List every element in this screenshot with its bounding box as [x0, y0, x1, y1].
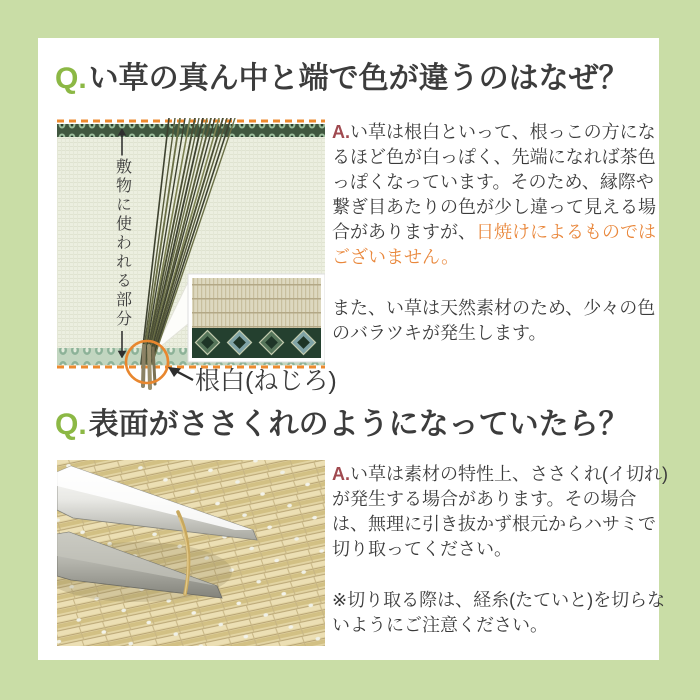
nejiro-label: 根白(ねじろ) [195, 367, 337, 395]
nejiro-pointer-arrow [168, 367, 193, 380]
answer1-paragraph1 [332, 120, 668, 270]
answer1-main-text: い草は根白といって、根っこの方になるほど色が白っぽく、先端になれば茶色っぽくなっています。そのため、縁際や繋ぎ目あたりの色が少し違って見える場合がありますが、 [332, 122, 656, 242]
question1-text: い草の真ん中と端で色が違うのはなぜ？ [88, 62, 629, 95]
answer2-main-text: い草は素材の特性上、ささくれ(イ切れ)が発生する場合があります。その場合は、無理に引き抜かず根元からハサミで切り取ってください。 [332, 464, 668, 559]
question2-heading [55, 402, 629, 447]
answer2-note: ※切り取る際は、経糸(たていと)を切らないようにご注意ください。 [332, 590, 666, 635]
question2-marker: Q. [55, 408, 87, 441]
tatami-illustration [57, 118, 325, 400]
question1-heading [55, 56, 629, 101]
content-card [38, 38, 668, 660]
tatami-edge-figure [57, 118, 337, 400]
answer2-paragraph1 [332, 462, 668, 562]
scissors-figure [57, 460, 325, 646]
answer1-highlight-text: 日焼けによるものではございません。 [332, 222, 656, 267]
used-area-caption: 敷物に使われる部分 [113, 157, 131, 329]
answer1 [332, 120, 668, 346]
question2-text: 表面がささくれのようになっていたら？ [88, 408, 629, 441]
up-arrow-icon [115, 128, 129, 156]
down-arrow-icon [115, 331, 129, 359]
scissors-illustration [57, 460, 325, 646]
answer1-marker: A. [332, 122, 350, 142]
question1-marker: Q. [55, 62, 87, 95]
used-area-indicator [109, 128, 135, 358]
answer2-marker: A. [332, 464, 350, 484]
answer2 [332, 462, 668, 638]
answer1-paragraph2: また、い草は天然素材のため、少々の色のバラツキが発生します。 [332, 298, 656, 343]
